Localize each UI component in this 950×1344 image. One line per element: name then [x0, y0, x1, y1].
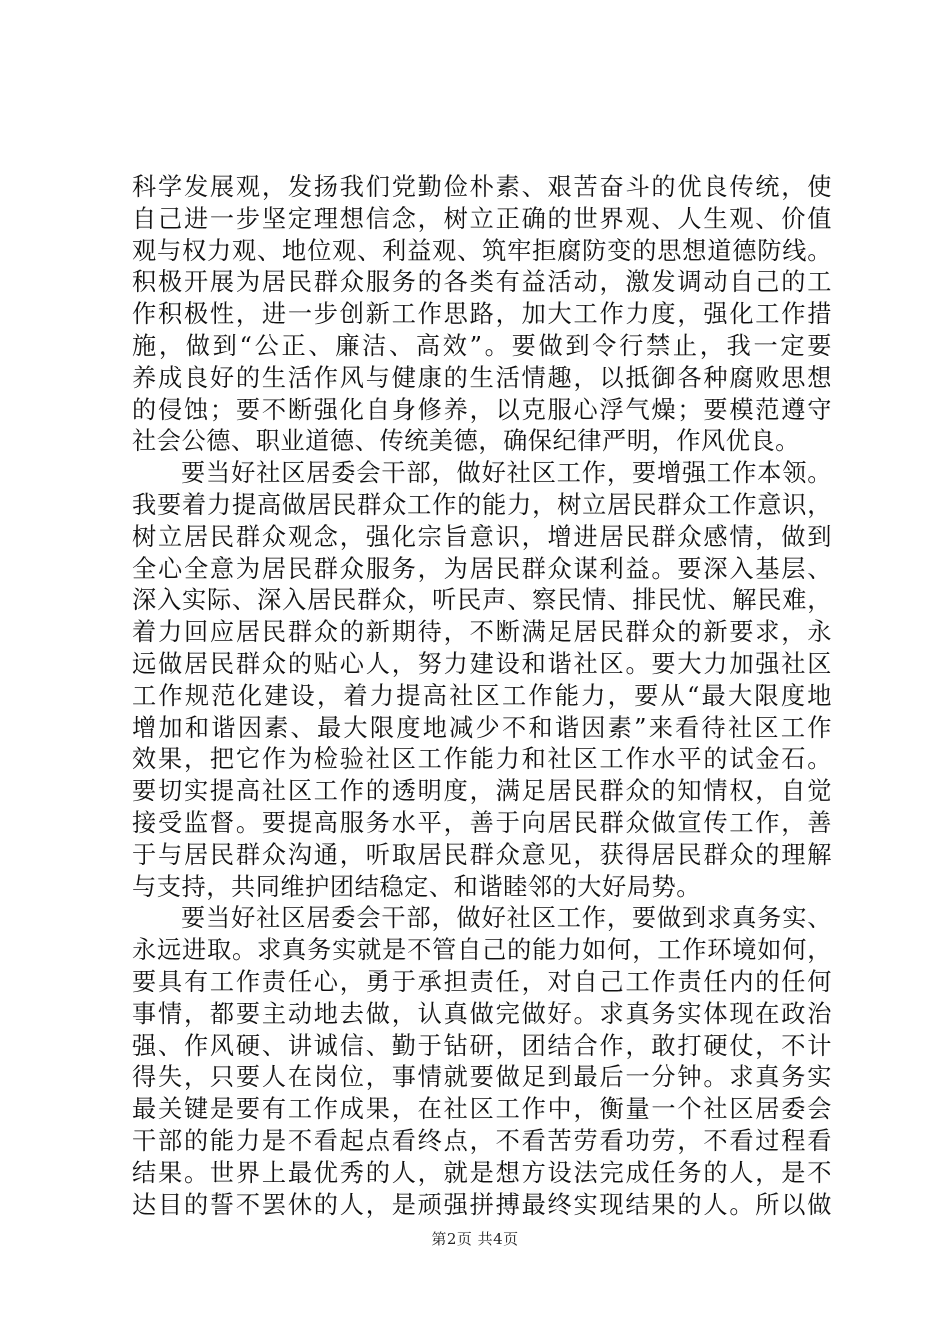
paragraph-first-line: 要当好社区居委会干部，做好社区工作，要做到求真务实、 [181, 904, 832, 933]
text-line: 深入实际、深入居民群众，听民声、察民情、排民忧、解民难， [132, 586, 832, 615]
text-line: 效果，把它作为检验社区工作能力和社区工作水平的试金石。 [132, 745, 832, 774]
text-line: 自己进一步坚定理想信念，树立正确的世界观、人生观、价值 [132, 204, 832, 233]
text-line: 工作规范化建设，着力提高社区工作能力，要从“最大限度地 [132, 681, 832, 710]
text-line: 于与居民群众沟通，听取居民群众意见，获得居民群众的理解 [132, 840, 832, 869]
text-line: 要具有工作责任心，勇于承担责任，对自己工作责任内的任何 [132, 967, 832, 996]
text-line: 积极开展为居民群众服务的各类有益活动，激发调动自己的工 [132, 268, 832, 297]
text-line: 作积极性，进一步创新工作思路，加大工作力度，强化工作措 [132, 300, 832, 329]
text-line: 科学发展观，发扬我们党勤俭朴素、艰苦奋斗的优良传统，使 [132, 173, 832, 201]
text-line: 最关键是要有工作成果，在社区工作中，衡量一个社区居委会 [132, 1095, 832, 1124]
text-line: 事情，都要主动地去做，认真做完做好。求真务实体现在政治 [132, 999, 832, 1028]
text-line: 与支持，共同维护团结稳定、和谐睦邻的大好局势。 [132, 872, 701, 901]
text-line: 干部的能力是不看起点看终点，不看苦劳看功劳，不看过程看 [132, 1126, 832, 1155]
text-line: 全心全意为居民群众服务，为居民群众谋利益。要深入基层、 [132, 554, 832, 583]
text-line: 的侵蚀；要不断强化自身修养，以克服心浮气燥；要模范遵守 [132, 395, 832, 424]
text-line: 施，做到“公正、廉洁、高效”。要做到令行禁止，我一定要 [132, 331, 832, 360]
text-line: 永远进取。求真务实就是不管自己的能力如何，工作环境如何， [132, 936, 832, 965]
text-line: 着力回应居民群众的新期待，不断满足居民群众的新要求，永 [132, 618, 832, 647]
text-line: 树立居民群众观念，强化宗旨意识，增进居民群众感情，做到 [132, 522, 832, 551]
text-line: 达目的誓不罢休的人，是顽强拼搏最终实现结果的人。所以做 [132, 1190, 832, 1219]
text-line: 社会公德、职业道德、传统美德，确保纪律严明，作风优良。 [132, 427, 800, 456]
page-number-footer: 第2页 共4页 [431, 1230, 519, 1248]
text-line: 我要着力提高做居民群众工作的能力，树立居民群众工作意识， [132, 490, 832, 519]
text-line: 要切实提高社区工作的透明度，满足居民群众的知情权，自觉 [132, 777, 832, 806]
text-line: 结果。世界上最优秀的人，就是想方设法完成任务的人，是不 [132, 1158, 832, 1187]
text-line: 得失，只要人在岗位，事情就要做足到最后一分钟。求真务实 [132, 1063, 832, 1092]
text-line: 增加和谐因素、最大限度地减少不和谐因素”来看待社区工作 [132, 713, 832, 742]
document-body [132, 172, 832, 1221]
text-line: 养成良好的生活作风与健康的生活情趣，以抵御各种腐败思想 [132, 363, 832, 392]
text-line: 观与权力观、地位观、利益观、筑牢拒腐防变的思想道德防线。 [132, 236, 832, 265]
text-line: 接受监督。要提高服务水平，善于向居民群众做宣传工作，善 [132, 808, 832, 837]
text-line: 远做居民群众的贴心人，努力建设和谐社区。要大力加强社区 [132, 649, 832, 678]
paragraph-first-line: 要当好社区居委会干部，做好社区工作，要增强工作本领。 [181, 459, 832, 488]
text-line: 强、作风硬、讲诚信、勤于钻研，团结合作，敢打硬仗，不计 [132, 1031, 832, 1060]
